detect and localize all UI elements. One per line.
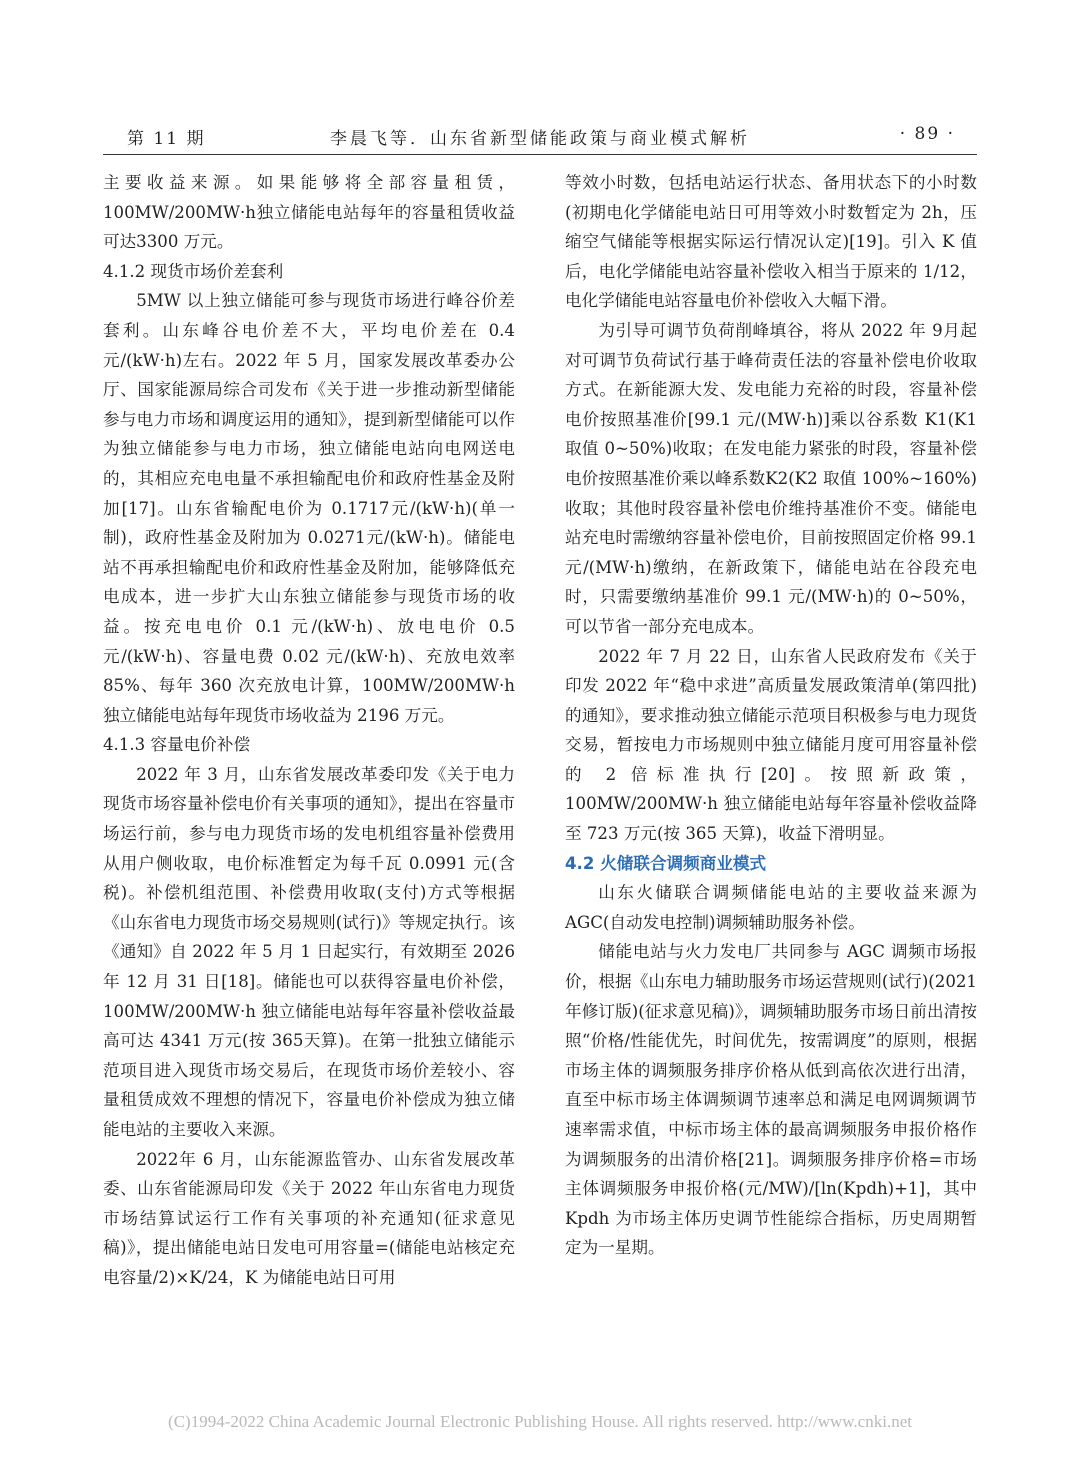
body-paragraph: 山东火储联合调频储能电站的主要收益来源为 AGC(自动发电控制)调频辅助服务补偿。 xyxy=(565,883,977,932)
subsection-heading: 4.1.2 现货市场价差套利 xyxy=(103,261,284,281)
running-header xyxy=(103,120,977,155)
subsection-heading: 4.1.3 容量电价补偿 xyxy=(103,735,251,755)
body-paragraph: 主要收益来源。如果能够将全部容量租赁，100MW/200MW·h独立储能电站每年的容量租赁收益可达3300 万元。 xyxy=(103,173,515,252)
body-paragraph: 2022 年 3 月，山东省发展改革委印发《关于电力现货市场容量补偿电价有关事项的通知》，提出在容量市场运行前，参与电力现货市场的发电机组容量补偿费用从用户侧收取，电价标准暂定为每千瓦 0.0991 元(含税)。补偿机组范围、补偿费用收取(支付)方式等根据《山东省电力现货市场交易规则(试行)》等规定执行。该《通知》自 2022 年 5 月 1 日起实行，有效期至 2026 年 12 月 31 日[18]。储能也可以获得容量电价补偿，100MW/200MW·h 独立储能电站每年容量补偿收益最高可达 4341 万元(按 365天算)。在第一批独立储能示范项目进入现货市场交易后，在现货市场价差较小、容量租赁成效不理想的情况下，容量电价补偿成为独立储能电站的主要收入来源。 xyxy=(103,764,515,1139)
right-column xyxy=(565,168,977,1263)
issue-number: 第 11 期 xyxy=(127,129,206,149)
body-paragraph: 2022 年 7 月 22 日，山东省人民政府发布《关于印发 2022 年“稳中求进”高质量发展政策清单(第四批)的通知》，要求推动独立储能示范项目积极参与电力现货交易，暂按电力市场规则中独立储能月度可用容量补偿的 2 倍标准执行[20]。按照新政策，100MW/200MW·h 独立储能电站每年容量补偿收益降至 723 万元(按 365 天算)，收益下滑明显。 xyxy=(565,646,977,844)
body-paragraph: 等效小时数，包括电站运行状态、备用状态下的小时数(初期电化学储能电站日可用等效小时数暂定为 2h，压缩空气储能等根据实际运行情况认定)[19]。引入 K 值后，电化学储能电站容量补偿收入相当于原来的 1/12，电化学储能电站容量电价补偿收入大幅下滑。 xyxy=(565,173,977,311)
body-paragraph: 2022年 6 月，山东能源监管办、山东省发展改革委、山东省能源局印发《关于 2022 年山东省电力现货市场结算试运行工作有关事项的补充通知(征求意见稿)》，提出储能电站日发电可用容量=(储能电站核定充电容量/2)×K/24，K 为储能电站日可用 xyxy=(103,1149,515,1287)
section-heading: 4.2 火储联合调频商业模式 xyxy=(565,853,767,873)
body-paragraph: 为引导可调节负荷削峰填谷，将从 2022 年 9月起对可调节负荷试行基于峰荷责任法的容量补偿电价收取方式。在新能源大发、发电能力充裕的时段，容量补偿电价按照基准价[99.1 元/(MW·h)]乘以谷系数 K1(K1 取值 0~50%)收取；在发电能力紧张的时段，容量补偿电价按照基准价乘以峰系数K2(K2 取值 100%~160%)收取；其他时段容量补偿电价维持基准价不变。储能电站充电时需缴纳容量补偿电价，目前按照固定价格 99.1 元/(MW·h)缴纳，在新政策下，储能电站在谷段充电时，只需要缴纳基准价 99.1 元/(MW·h)的 0~50%，可以节省一部分充电成本。 xyxy=(565,320,977,636)
copyright-footer: (C)1994-2022 China Academic Journal Electronic Publishing House. All rights reserved. http://www.cnki.net xyxy=(168,1412,912,1431)
left-column xyxy=(103,168,515,1293)
article-running-title: 李晨飞等．山东省新型储能政策与商业模式解析 xyxy=(330,129,750,149)
body-paragraph: 5MW 以上独立储能可参与现货市场进行峰谷价差套利。山东峰谷电价差不大，平均电价差在 0.4元/(kW·h)左右。2022 年 5 月，国家发展改革委办公厅、国家能源局综合司发布《关于进一步推动新型储能参与电力市场和调度运用的通知》，提到新型储能可以作为独立储能参与电力市场，独立储能电站向电网送电的，其相应充电电量不承担输配电价和政府性基金及附加[17]。山东省输配电价为 0.1717元/(kW·h)(单一制)，政府性基金及附加为 0.0271元/(kW·h)。储能电站不再承担输配电价和政府性基金及附加，能够降低充电成本，进一步扩大山东独立储能参与现货市场的收益。按充电电价 0.1 元/(kW·h)、放电电价 0.5 元/(kW·h)、容量电费 0.02 元/(kW·h)、充放电效率 85%、每年 360 次充放电计算，100MW/200MW·h 独立储能电站每年现货市场收益为 2196 万元。 xyxy=(103,291,515,725)
body-paragraph: 储能电站与火力发电厂共同参与 AGC 调频市场报价，根据《山东电力辅助服务市场运营规则(试行)(2021 年修订版)(征求意见稿)》，调频辅助服务市场日前出清按照“价格/性能优先，时间优先，按需调度”的原则，根据市场主体的调频服务排序价格从低到高依次进行出清，直至中标市场主体调频调节速率总和满足电网调频调节速率需求值，中标市场主体的最高调频服务申报价格作为调频服务的出清价格[21]。调频服务排序价格=市场主体调频服务申报价格(元/MW)/[ln(Kpdh)+1]，其中 Kpdh 为市场主体历史调节性能综合指标，历史周期暂定为一星期。 xyxy=(565,942,977,1258)
page-number: · 89 · xyxy=(899,124,955,144)
